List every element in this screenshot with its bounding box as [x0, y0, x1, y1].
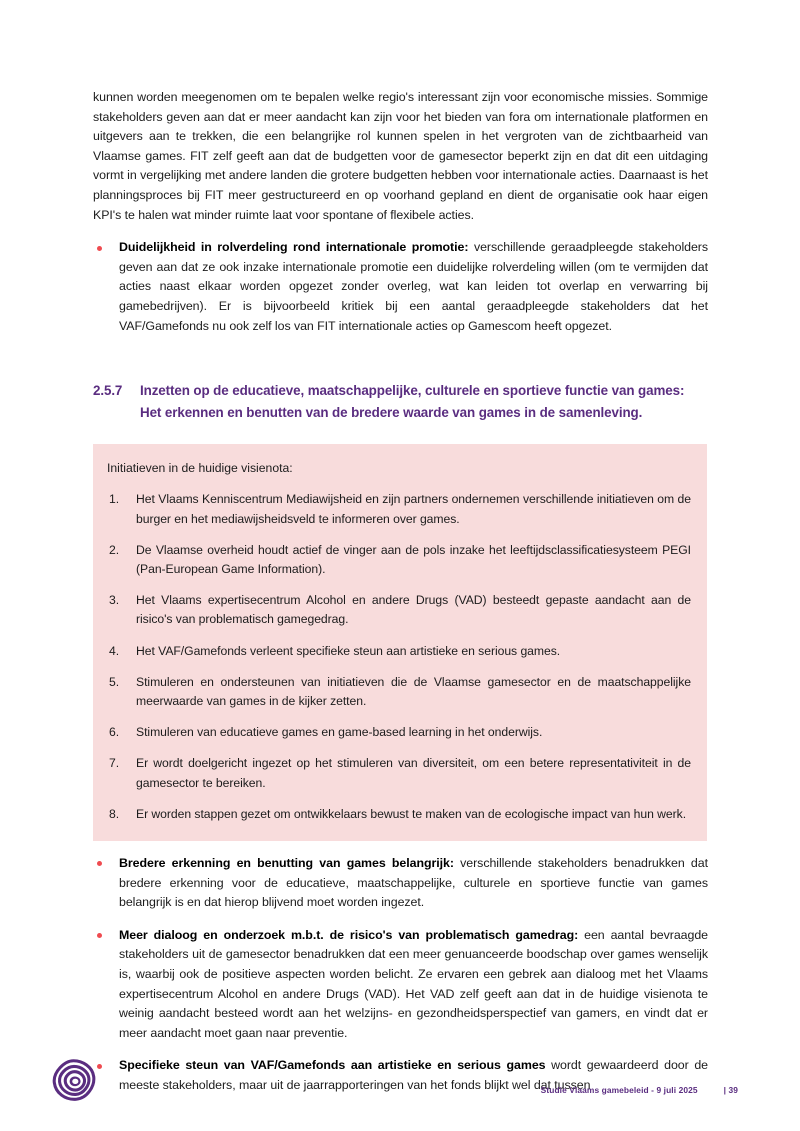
bullet-dot-icon	[97, 861, 102, 866]
section-number: 2.5.7	[93, 383, 123, 399]
blob-spiral-logo-icon	[52, 1059, 96, 1101]
bullet-text: verschillende stakeholders benadrukken dat bredere erkenning voor de educatieve, maatschappelijke, culturele en sportieve functie van games belangrijk is en dat hierop blijvend moet worden ingezet.	[119, 855, 708, 910]
page-footer	[0, 1035, 800, 1131]
list-item: Er wordt doelgericht ingezet op het stimuleren van diversiteit, om een betere representativiteit in de gamesector te bereiken.	[136, 756, 691, 790]
list-item: De Vlaamse overheid houdt actief de vinger aan de pols inzake het leeftijdsclassificatiesysteem PEGI (Pan-European Game Information).	[136, 542, 691, 576]
bullet-lead: Duidelijkheid in rolverdeling rond internationale promotie:	[119, 240, 469, 255]
list-item	[93, 854, 708, 913]
list-item	[93, 926, 708, 1044]
footer-title: Studie Vlaams gamebeleid - 9 juli 2025	[540, 1085, 698, 1095]
bullet-text: een aantal bevraagde stakeholders uit de gamesector benadrukken dat een meer genuanceerde boodschap over games wenselijk is, waarbij ook de positieve aspecten worden belicht. Ze ervaren een gebrek aan dialoog met het Vlaams expertisecentrum Alcohol en andere Drugs (VAD). Het VAD zelf geeft aan dat in de huidige visienota te weinig aandacht besteed wordt aan het welzijns- en gezondheidsperspectief van gamers, en vindt dat er meer aandacht moet gaan naar preventie.	[119, 927, 708, 1040]
list-item: Het VAF/Gamefonds verleent specifieke steun aan artistieke en serious games.	[136, 643, 561, 658]
section-title: Inzetten op de educatieve, maatschappelijke, culturele en sportieve functie van games: Het erkennen en benutten van de bredere waarde van games in de samenleving.	[140, 383, 685, 421]
list-item: Er worden stappen gezet om ontwikkelaars bewust te maken van de ecologische impact van hun werk.	[136, 806, 687, 821]
list-item: Het Vlaams expertisecentrum Alcohol en andere Drugs (VAD) besteedt gepaste aandacht aan de risico's van problematisch gamegedrag.	[136, 593, 691, 627]
footer-page-number: | 39	[723, 1085, 738, 1095]
bullet-lead: Specifieke steun van VAF/Gamefonds aan artistieke en serious games	[119, 1058, 546, 1073]
highlight-box	[93, 444, 707, 841]
intro-paragraph: kunnen worden meegenomen om te bepalen welke regio's interessant zijn voor economische missies. Sommige stakeholders geven aan dat er meer aandacht kan zijn voor het bieden van fora om internationale platformen en uitgevers aan te trekken, die een belangrijke rol kunnen spelen in het vergroten van de zichtbaarheid van Vlaamse games. FIT zelf geeft aan dat de budgetten voor de gamesector beperkt zijn en dat dit een uitdaging vormt in vergelijking met andere landen die grotere budgetten hebben voor internationale acties. Daarnaast is het planningsproces bij FIT meer gestructureerd en op voorhand gepland en dient de organisatie ook haar eigen KPI's te halen wat minder ruimte laat voor spontane of flexibele acties.	[93, 90, 708, 222]
bullet-text: wordt gewaardeerd door de meeste stakeholders, maar uit de jaarrapporteringen van het fonds blijkt wel dat tussen	[119, 1058, 708, 1092]
page-content	[93, 88, 708, 1096]
list-item: Het Vlaams Kenniscentrum Mediawijsheid en zijn partners ondernemen verschillende initiatieven om de burger en het mediawijsheidsveld te informeren over games.	[136, 492, 691, 526]
bullet-list-top	[93, 238, 708, 336]
section-heading	[93, 380, 708, 424]
list-item: Stimuleren en ondersteunen van initiatieven die de Vlaamse gamesector en de maatschappelijke meerwaarde van games in de kijker zetten.	[136, 674, 691, 708]
bullet-lead: Meer dialoog en onderzoek m.b.t. de risico's van problematisch gamedrag:	[119, 927, 579, 942]
list-item: Stimuleren van educatieve games en game-based learning in het onderwijs.	[136, 725, 543, 740]
bullet-lead: Bredere erkenning en benutting van games belangrijk:	[119, 855, 454, 870]
highlight-box-intro: Initiatieven in de huidige visienota:	[107, 461, 293, 476]
bullet-text: verschillende geraadpleegde stakeholders geven aan dat ze ook inzake internationale promotie een duidelijke rolverdeling willen (om te vermijden dat acties naast elkaar worden opgezet zonder overleg, wat kan leiden tot overlap en verwarring bij gamebedrijven). Er is bijvoorbeeld kritiek bij een aantal geraadpleegde stakeholders dat het VAF/Gamefonds nu ook zelf los van FIT internationale acties op Gamescom heeft opgezet.	[119, 240, 708, 333]
bullet-dot-icon	[97, 246, 102, 251]
bullet-dot-icon	[97, 933, 102, 938]
list-item	[93, 238, 708, 336]
footer-text	[541, 1085, 738, 1095]
initiatives-list	[107, 490, 691, 824]
